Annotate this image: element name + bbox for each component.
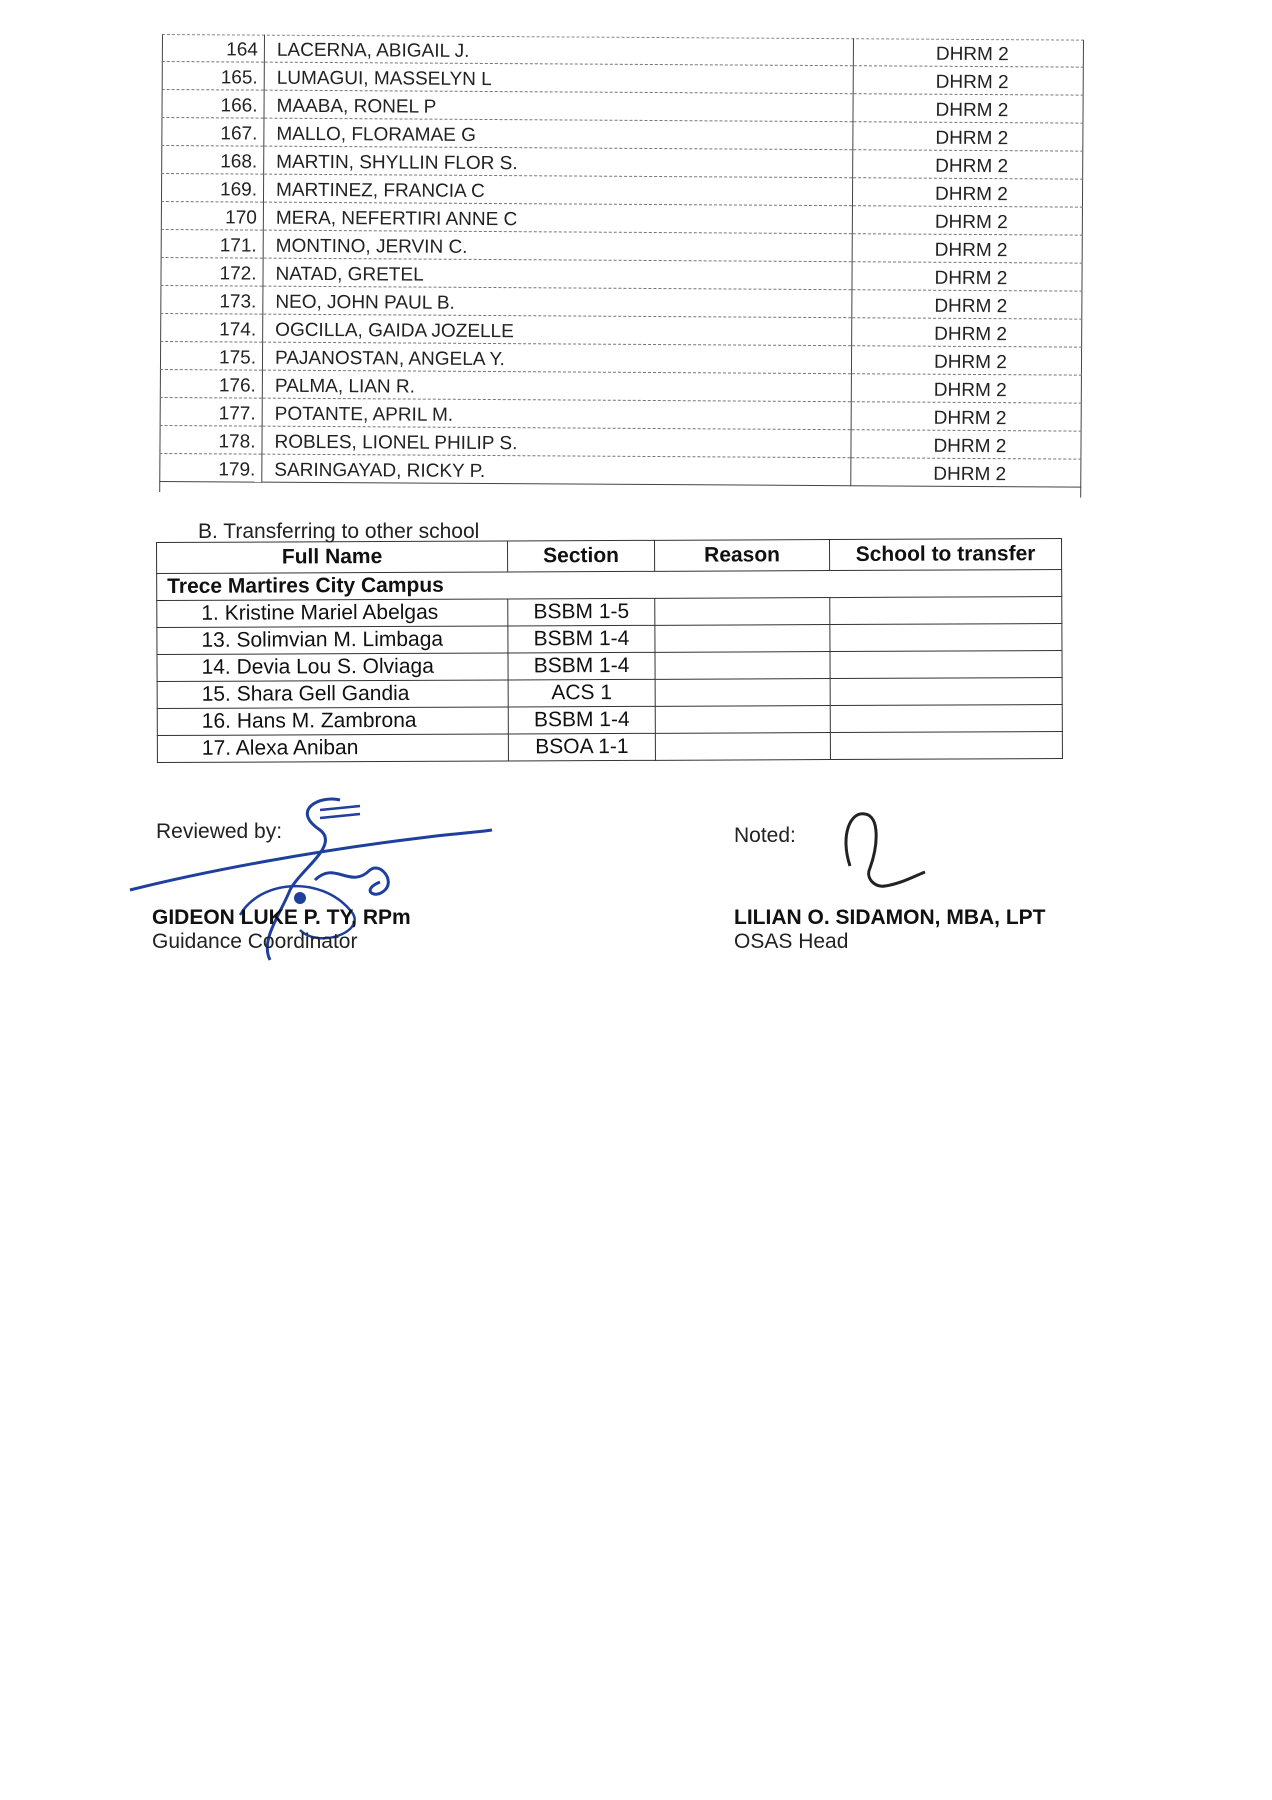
transfer-student-name: 1. Kristine Mariel Abelgas	[157, 599, 508, 628]
student-name: LUMAGUI, MASSELYN L	[264, 62, 853, 94]
transfer-reason	[655, 733, 830, 761]
transfer-school	[830, 732, 1062, 760]
transfer-school	[830, 624, 1062, 652]
row-number: 170	[161, 201, 264, 230]
transfer-section: BSBM 1-5	[508, 598, 655, 626]
list-row	[159, 453, 1081, 487]
transfer-section: BSBM 1-4	[508, 706, 655, 734]
row-number: 164	[162, 34, 265, 62]
student-section: DHRM 2	[851, 346, 1082, 375]
noted-info	[734, 906, 1045, 954]
transfer-table	[156, 538, 1063, 763]
reviewed-by-label: Reviewed by:	[156, 820, 283, 843]
transfer-row	[157, 597, 1062, 628]
student-section: DHRM 2	[852, 234, 1083, 263]
transfer-row	[157, 732, 1062, 763]
transfer-row	[157, 705, 1062, 736]
row-number: 173.	[160, 285, 263, 314]
row-number: 172.	[160, 257, 263, 286]
student-name: NEO, JOHN PAUL B.	[263, 286, 852, 318]
header-full-name: Full Name	[157, 541, 508, 574]
transfer-row	[157, 624, 1062, 655]
student-section: DHRM 2	[853, 66, 1084, 95]
transfer-student-name: 13. Solimvian M. Limbaga	[157, 626, 508, 655]
transfer-section: BSOA 1-1	[508, 733, 655, 761]
transfer-body	[157, 570, 1063, 763]
student-section: DHRM 2	[852, 262, 1083, 291]
reviewer-title: Guidance Coordinator	[152, 930, 358, 953]
header-school-to-transfer: School to transfer	[829, 539, 1061, 571]
section-b-heading: B. Transferring to other school	[198, 520, 480, 543]
student-name: MAABA, RONEL P	[264, 90, 853, 122]
campus-name: Trece Martires City Campus	[157, 570, 1062, 601]
row-number: 174.	[160, 313, 263, 342]
noted-label: Noted:	[734, 824, 796, 847]
header-reason: Reason	[654, 540, 829, 572]
transfer-header-row	[157, 539, 1062, 574]
transfer-student-name: 17. Alexa Aniban	[157, 734, 508, 763]
student-name: OGCILLA, GAIDA JOZELLE	[263, 314, 852, 346]
student-section: DHRM 2	[852, 178, 1083, 207]
student-name: MARTIN, SHYLLIN FLOR S.	[264, 146, 853, 178]
student-section: DHRM 2	[851, 458, 1082, 487]
reviewer-info	[152, 906, 411, 954]
row-number: 167.	[161, 117, 264, 146]
student-section: DHRM 2	[851, 402, 1082, 431]
transfer-reason	[655, 598, 830, 626]
student-name: POTANTE, APRIL M.	[262, 398, 851, 430]
student-section: DHRM 2	[851, 430, 1082, 459]
noted-name: LILIAN O. SIDAMON, MBA, LPT	[734, 906, 1046, 929]
row-number: 175.	[160, 341, 263, 370]
student-list-body	[159, 34, 1084, 487]
transfer-section: BSBM 1-4	[508, 625, 655, 653]
transfer-student-name: 16. Hans M. Zambrona	[157, 707, 508, 736]
student-name: ROBLES, LIONEL PHILIP S.	[262, 426, 851, 458]
transfer-reason	[655, 625, 830, 653]
noted-signature-image	[830, 806, 950, 906]
transfer-school	[830, 651, 1062, 679]
row-number: 169.	[161, 173, 264, 202]
student-name: PAJANOSTAN, ANGELA Y.	[262, 342, 851, 374]
noted-title: OSAS Head	[734, 930, 849, 953]
student-name: LACERNA, ABIGAIL J.	[264, 35, 853, 66]
student-name: MARTINEZ, FRANCIA C	[263, 174, 852, 206]
student-name: NATAD, GRETEL	[263, 258, 852, 290]
row-number: 179.	[159, 453, 262, 482]
student-name: MONTINO, JERVIN C.	[263, 230, 852, 262]
row-number: 166.	[161, 89, 264, 118]
transfer-row	[157, 651, 1062, 682]
reviewer-name: GIDEON LUKE P. TY, RPm	[152, 906, 411, 929]
row-number: 171.	[161, 229, 264, 258]
transfer-section: BSBM 1-4	[508, 652, 655, 680]
student-section: DHRM 2	[853, 94, 1084, 123]
row-number: 178.	[159, 425, 262, 454]
transfer-school	[830, 678, 1062, 706]
student-name: MALLO, FLORAMAE G	[264, 118, 853, 150]
transfer-reason	[655, 706, 830, 734]
transfer-row	[157, 678, 1062, 709]
transfer-section: ACS 1	[508, 679, 655, 707]
student-section: DHRM 2	[851, 374, 1082, 403]
transfer-reason	[655, 652, 830, 680]
transfer-school	[830, 705, 1062, 733]
student-section: DHRM 2	[852, 206, 1083, 235]
transfer-reason	[655, 679, 830, 707]
student-section: DHRM 2	[852, 318, 1083, 347]
student-section: DHRM 2	[853, 38, 1084, 67]
student-name: PALMA, LIAN R.	[262, 370, 851, 402]
noted-block	[734, 824, 796, 848]
student-section: DHRM 2	[852, 290, 1083, 319]
student-name: MERA, NEFERTIRI ANNE C	[263, 202, 852, 234]
row-number: 168.	[161, 145, 264, 174]
transfer-school	[830, 597, 1062, 625]
transfer-student-name: 14. Devia Lou S. Olviaga	[157, 653, 508, 682]
student-section: DHRM 2	[853, 150, 1084, 179]
student-list-table	[159, 34, 1084, 488]
row-number: 165.	[162, 61, 265, 90]
header-section: Section	[507, 540, 654, 572]
transfer-student-name: 15. Shara Gell Gandia	[157, 680, 508, 709]
row-number: 177.	[160, 397, 263, 426]
student-name: SARINGAYAD, RICKY P.	[262, 454, 851, 486]
student-section: DHRM 2	[853, 122, 1084, 151]
campus-row	[157, 570, 1062, 601]
row-number: 176.	[160, 369, 263, 398]
